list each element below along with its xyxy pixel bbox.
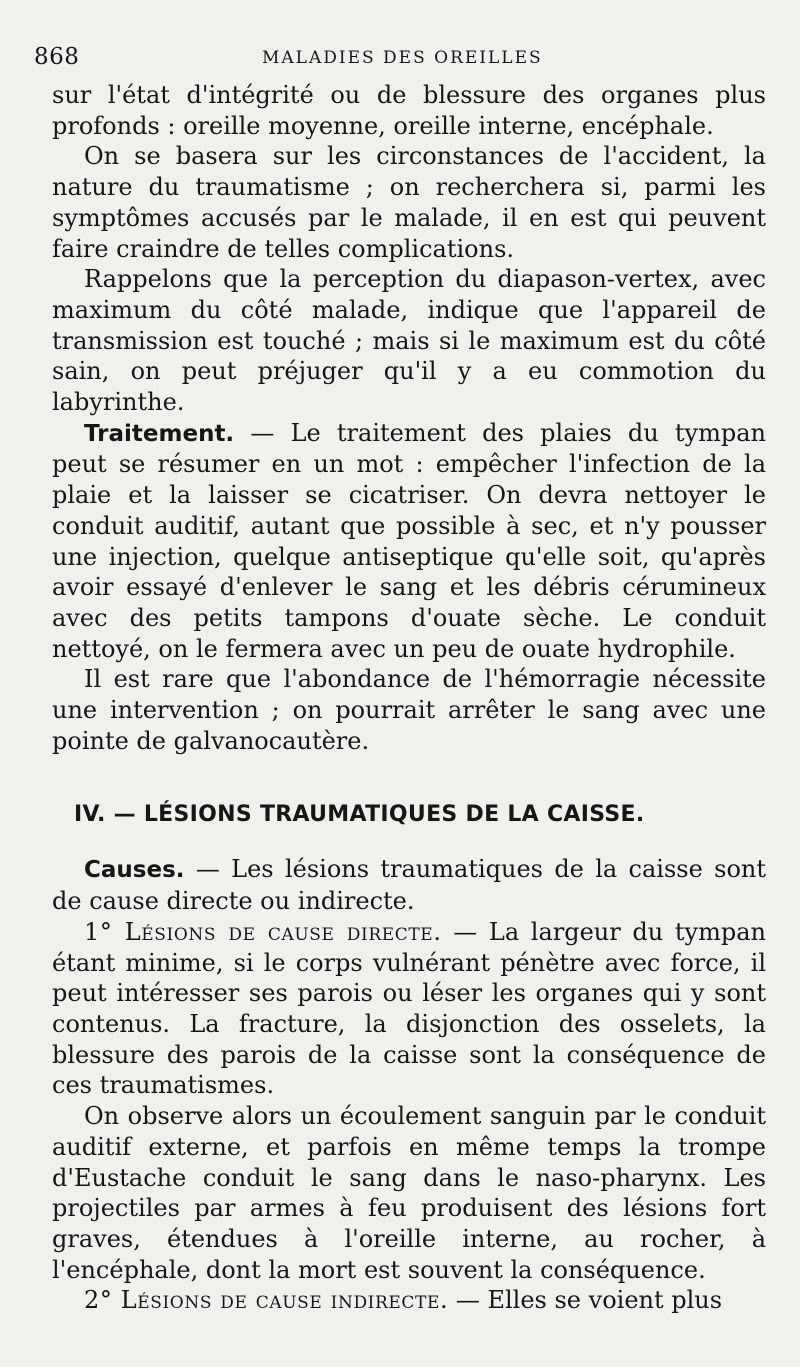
paragraph-text: sur l'état d'intégrité ou de blessure des organes plus profonds : oreille moyenne, oreille interne, encéphale. <box>52 81 766 140</box>
paragraph-text: Rappelons que la perception du diapason-vertex, avec maximum du côté malade, indique que l'appareil de transmission est touché ; mais si le maximum est du côté sain, on peut préjuger qu'il y a eu commotion du labyrinthe. <box>52 265 766 417</box>
paragraph <box>52 264 766 418</box>
paragraph <box>52 1285 766 1316</box>
paragraph-text: — Le traitement des plaies du tympan peut se résumer en un mot : empêcher l'infection de la plaie et la laisser se cicatriser. On devra nettoyer le conduit auditif, autant que possible à sec, et n'y pousser une injection, quelque antiseptique qu'elle soit, qu'après avoir essayé d'enlever le sang et les débris cérumineux avec des petits tampons d'ouate sèche. Le conduit nettoyé, on le fermera avec un peu de ouate hydrophile. <box>52 418 766 663</box>
runin-heading-causes: Causes. <box>84 857 185 884</box>
paragraph <box>52 854 766 916</box>
page-header <box>34 40 766 80</box>
paragraph <box>52 80 766 141</box>
paragraph <box>52 664 766 756</box>
running-head: MALADIES DES OREILLES <box>262 48 543 68</box>
paragraph <box>52 917 766 1101</box>
paragraph <box>52 1101 766 1285</box>
subheading-cause-indirecte: 2° Lésions de cause indirecte. <box>84 1286 449 1315</box>
runin-heading-traitement: Traitement. <box>84 420 235 447</box>
paragraph-text: On se basera sur les circonstances de l'accident, la nature du traumatisme ; on recherchera si, parmi les symptômes accusés par le malade, il en est qui peuvent faire craindre de telles complications. <box>52 142 766 263</box>
paragraph-text: — Elles se voient plus <box>448 1286 723 1315</box>
paragraph <box>52 418 766 665</box>
section-heading: IV. — LÉSIONS TRAUMATIQUES DE LA CAISSE. <box>74 802 645 828</box>
paragraph-text: — La largeur du tympan étant minime, si le corps vulnérant pénètre avec force, il peut intéresser ses parois ou léser les organes qui y sont contenus. La fracture, la disjonction des osselets, la blessure des parois de la caisse sont la conséquence de ces traumatismes. <box>52 917 766 1100</box>
paragraph-text: On observe alors un écoulement sanguin par le conduit auditif externe, et parfois en même temps la trompe d'Eustache conduit le sang dans le naso-pharynx. Les projectiles par armes à feu produisent des lésions fort graves, étendues à l'oreille interne, au rocher, à l'encéphale, dont la mort est souvent la conséquence. <box>52 1102 766 1284</box>
subheading-cause-directe: 1° Lésions de cause directe. <box>84 917 442 946</box>
page-number: 868 <box>34 44 80 70</box>
page-body <box>52 80 766 1316</box>
paragraph-text: — Les lésions traumatiques de la caisse sont de cause directe ou indirecte. <box>52 855 766 916</box>
paragraph-text: Il est rare que l'abondance de l'hémorragie nécessite une intervention ; on pourrait arrêter le sang avec une pointe de galvanocautère. <box>52 665 766 755</box>
paragraph <box>52 141 766 264</box>
